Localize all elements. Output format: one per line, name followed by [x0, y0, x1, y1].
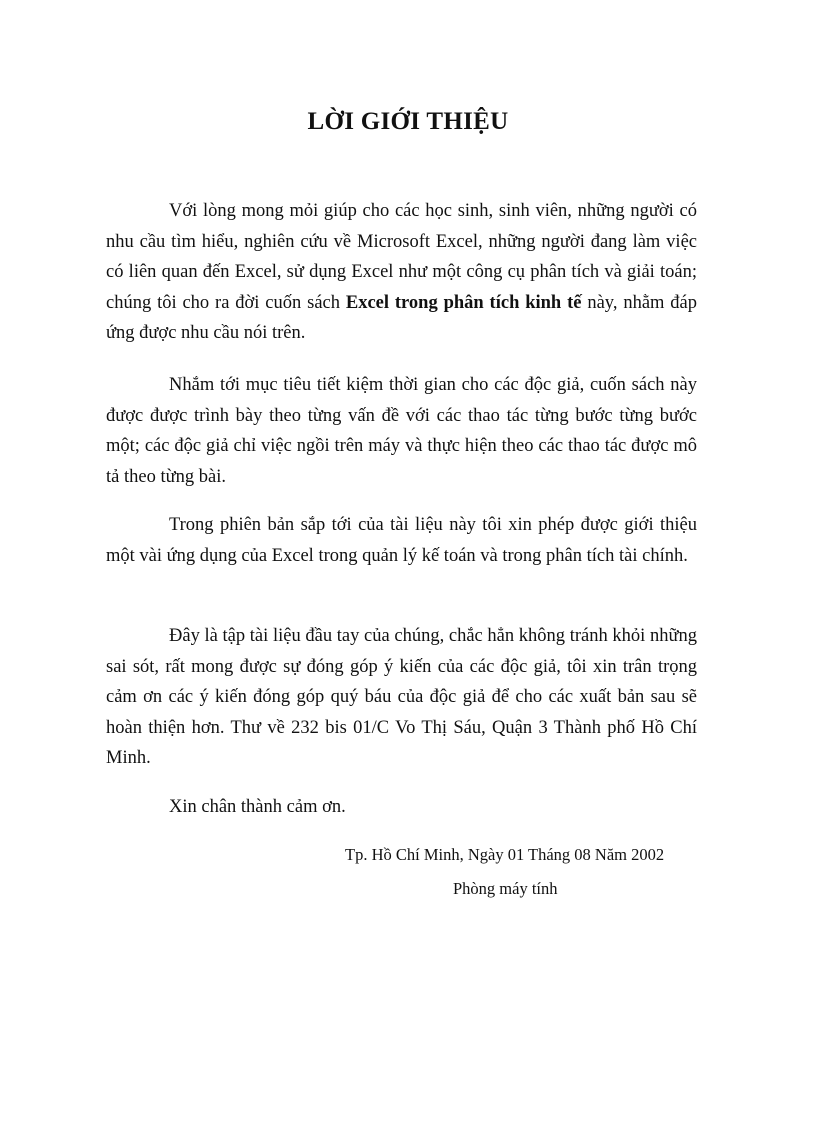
- closing-thanks: Xin chân thành cảm ơn.: [169, 797, 346, 817]
- paragraph-text: Nhắm tới mục tiêu tiết kiệm thời gian cho các độc giả, cuốn sách này được được trình bày theo từng vấn đề với các thao tác từng bước từng bước một; các độc giả chỉ việc ngồi trên máy và thực hiện theo các thao tác được mô tả theo từng bài.: [106, 375, 697, 487]
- intro-paragraph-3: [106, 510, 697, 571]
- book-title-bold: Excel trong phân tích kinh tế: [345, 292, 582, 313]
- paragraph-text: này, nhằm đáp ứng được nhu cầu nói trên.: [106, 292, 698, 343]
- intro-paragraph-5: [106, 792, 697, 823]
- paragraph-text: Trong phiên bản sắp tới của tài liệu này tôi xin phép được giới thiệu một vài ứng dụng của Excel trong quản lý kế toán và trong phân tích tài chính.: [106, 515, 697, 566]
- page-title: LỜI GIỚI THIỆU: [307, 108, 509, 135]
- date-line: Tp. Hồ Chí Minh, Ngày 01 Tháng 08 Năm 2002: [345, 845, 665, 864]
- signature: Phòng máy tính: [453, 879, 558, 898]
- paragraph-text: Với lòng mong mỏi giúp cho các học sinh, sinh viên, những người có nhu cầu tìm hiểu, nghiên cứu về Microsoft Excel, những người đang làm việc có liên quan đến Excel, sử dụng Excel như một công cụ phân tích và giải toán; chúng tôi cho ra đời cuốn sách: [106, 201, 697, 313]
- intro-paragraph-4: [106, 621, 697, 774]
- paragraph-text: Đây là tập tài liệu đầu tay của chúng, chắc hẳn không tránh khỏi những sai sót, rất mong được sự đóng góp ý kiến của các độc giả, tôi xin trân trọng cảm ơn các ý kiến đóng góp quý báu của độc giả để cho các xuất bản sau sẽ hoàn thiện hơn. Thư về 232 bis 01/C Vo Thị Sáu, Quận 3 Thành phố Hồ Chí Minh.: [106, 626, 697, 768]
- intro-paragraph-2: [106, 370, 697, 492]
- intro-paragraph-1: [106, 196, 697, 349]
